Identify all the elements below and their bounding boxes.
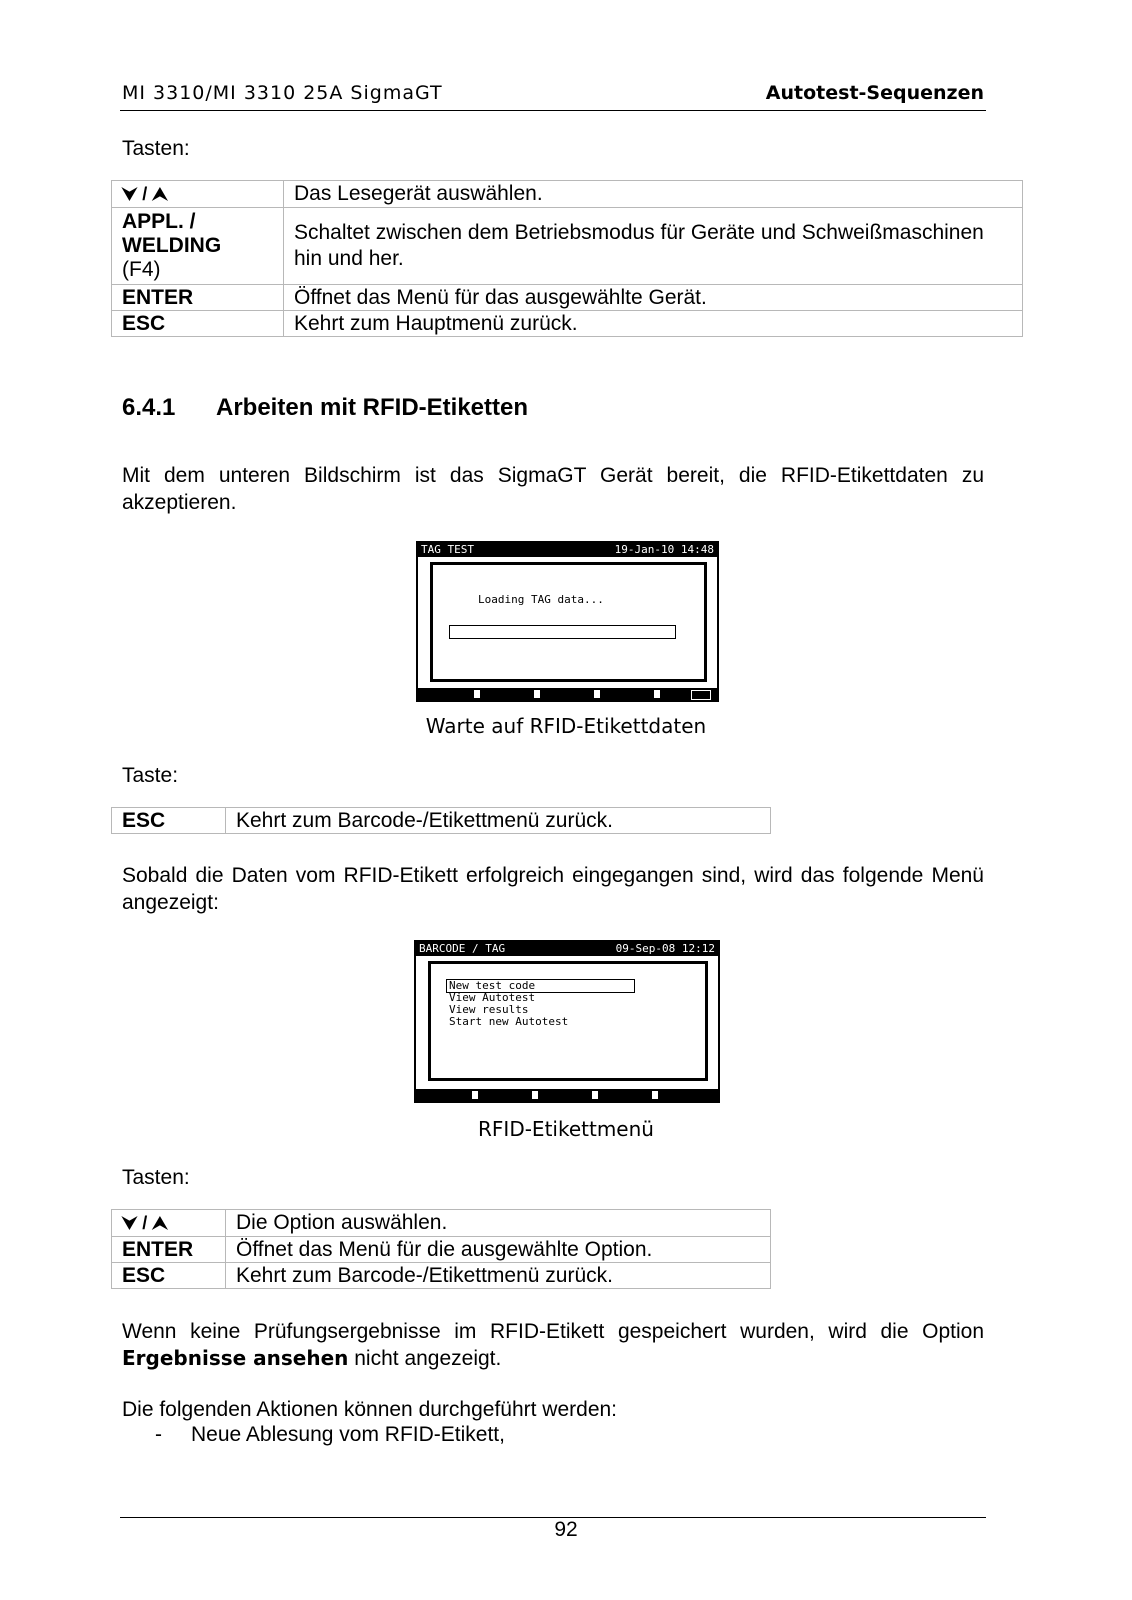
screen-softkey-bar [418,688,717,700]
desc-cell: Öffnet das Menü für das ausgewählte Gerät. [284,285,1023,311]
option-name: Ergebnisse ansehen [122,1346,349,1370]
key-f4: (F4) [122,258,161,281]
key-cell [112,1210,226,1237]
battery-icon [691,690,711,700]
paragraph: Die folgenden Aktionen können durchgeführt werden: [122,1398,618,1421]
table-row [112,285,1023,311]
page-number: 92 [554,1518,578,1541]
table-row [112,311,1023,337]
softkey-separator [592,1091,598,1099]
desc-cell: Schaltet zwischen dem Betriebsmodus für Geräte und Schweißmaschinen hin und her. [284,208,1023,285]
key-cell: ESC [112,1263,226,1289]
desc-cell: Kehrt zum Hauptmenü zurück. [284,311,1023,337]
table-row [112,808,771,834]
list-item [155,1423,505,1447]
desc-cell: Die Option auswählen. [226,1210,771,1237]
screen-datetime: 19-Jan-10 14:48 [614,543,714,556]
screen-title-bar [418,543,717,557]
device-screen-tag-test [416,541,719,702]
device-screen-barcode-tag [414,940,720,1103]
screen-title: BARCODE / TAG [419,942,506,955]
loading-message: Loading TAG data... [478,593,604,606]
softkey-separator [594,690,600,698]
header-product: MI 3310/MI 3310 25A SigmaGT [122,82,443,104]
screen-frame [428,961,708,1081]
paragraph: Sobald die Daten vom RFID-Etikett erfolgreich eingegangen sind, wird das folgende Menü angezeigt: [122,864,984,914]
arrow-keys-icon: ⮟ / ⮝ [122,184,168,204]
softkey-separator [652,1091,658,1099]
key-appl: APPL. / [122,210,196,233]
key-cell: ENTER [112,1237,226,1263]
screen-title-bar [416,942,718,956]
para-text: nicht angezeigt. [354,1347,502,1370]
softkey-separator [654,690,660,698]
figure-caption: RFID-Etikettmenü [478,1117,654,1141]
screen-datetime: 09-Sep-08 12:12 [615,942,715,955]
desc-cell: Kehrt zum Barcode-/Etikettmenü zurück. [226,808,771,834]
para-text: Wenn keine Prüfungsergebnisse im RFID-Etikett gespeichert wurden, wird die Option [122,1320,984,1343]
keys-label: Tasten: [122,137,190,160]
section-title: Arbeiten mit RFID-Etiketten [216,394,529,421]
arrow-keys-icon: ⮟ / ⮝ [122,1213,168,1233]
keys-table-1 [111,180,1023,337]
keys-table-3 [111,1209,771,1289]
table-row [112,1237,771,1263]
key-cell: ESC [112,808,226,834]
table-row [112,1263,771,1289]
figure-caption: Warte auf RFID-Etikettdaten [425,714,707,738]
table-row [112,208,1023,285]
header-rule [120,110,986,111]
softkey-separator [532,1091,538,1099]
keys-label: Tasten: [122,1166,190,1189]
progress-bar [449,625,676,639]
key-cell: ENTER [112,285,284,311]
bullet-dash: - [155,1423,162,1446]
menu-list [449,980,568,1028]
section-number: 6.4.1 [122,394,176,421]
screen-frame [430,562,707,682]
section-heading [122,394,528,422]
softkey-separator [472,1091,478,1099]
screen-softkey-bar [416,1089,718,1101]
paragraph [122,1318,984,1372]
table-row [112,181,1023,208]
table-row [112,1210,771,1237]
key-cell: ESC [112,311,284,337]
desc-cell: Kehrt zum Barcode-/Etikettmenü zurück. [226,1263,771,1289]
menu-item-view-results[interactable]: View results [449,1003,529,1016]
header-chapter: Autotest-Sequenzen [765,82,984,104]
key-label: Taste: [122,764,179,787]
screen-title: TAG TEST [421,543,474,556]
keys-table-2 [111,807,771,834]
menu-item-view-autotest[interactable]: View Autotest [449,991,536,1004]
desc-cell: Öffnet das Menü für die ausgewählte Option. [226,1237,771,1263]
key-welding: WELDING [122,234,222,257]
paragraph: Mit dem unteren Bildschirm ist das SigmaGT Gerät bereit, die RFID-Etikettdaten zu akzeptieren. [122,464,984,514]
key-cell [112,181,284,208]
menu-item-new-test-code[interactable]: New test code [449,979,536,992]
key-cell [112,208,284,285]
menu-item-start-new-autotest[interactable]: Start new Autotest [449,1015,569,1028]
softkey-separator [534,690,540,698]
list-item-text: Neue Ablesung vom RFID-Etikett, [191,1423,505,1446]
desc-cell: Das Lesegerät auswählen. [284,181,1023,208]
softkey-separator [474,690,480,698]
